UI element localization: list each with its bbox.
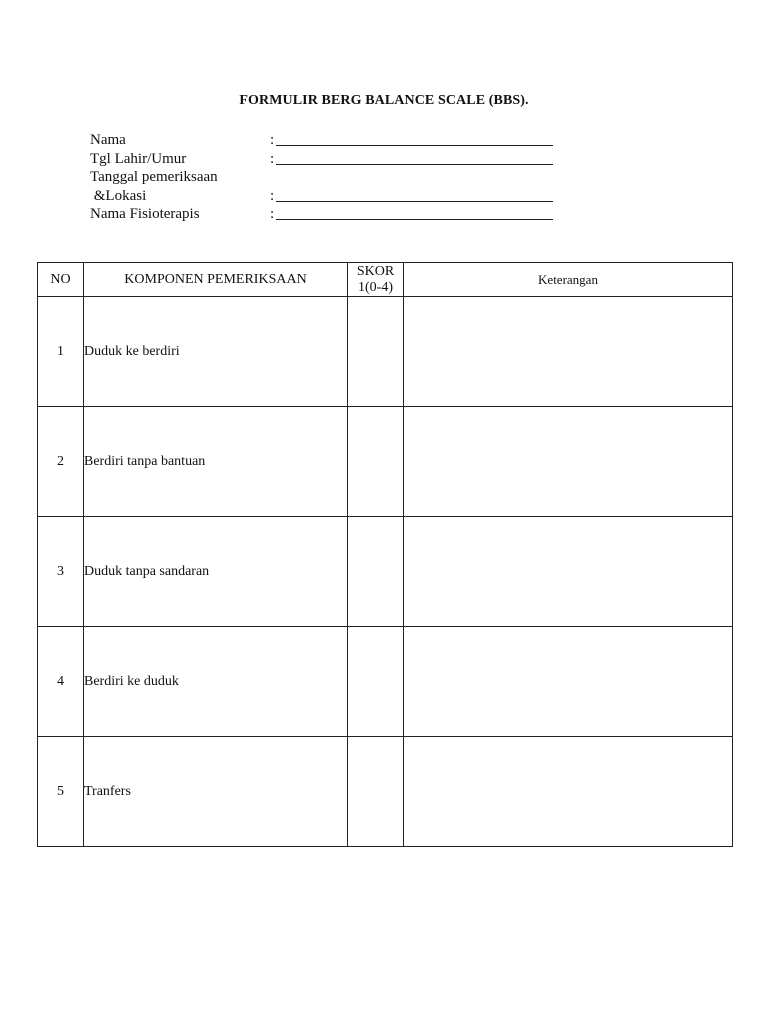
header-skor xyxy=(348,263,404,297)
header-keterangan: Keterangan xyxy=(404,263,733,297)
form-title: FORMULIR BERG BALANCE SCALE (BBS). xyxy=(239,93,529,108)
nama-field[interactable] xyxy=(276,145,553,146)
table-row xyxy=(38,627,733,737)
row-komponen: Duduk tanpa sandaran xyxy=(84,517,348,627)
row-skor-cell[interactable] xyxy=(348,297,404,407)
table-row xyxy=(38,517,733,627)
info-colon: : xyxy=(270,188,275,204)
row-keterangan-cell[interactable] xyxy=(404,737,733,847)
row-komponen: Tranfers xyxy=(84,737,348,847)
info-colon: : xyxy=(270,151,275,167)
info-colon: : xyxy=(270,206,275,222)
row-skor-cell[interactable] xyxy=(348,407,404,517)
info-label-lokasi: &Lokasi xyxy=(90,188,147,204)
info-label-nama: Nama xyxy=(90,132,126,148)
row-skor-cell[interactable] xyxy=(348,737,404,847)
info-label-tgl-lahir: Tgl Lahir/Umur xyxy=(90,151,187,167)
row-keterangan-cell[interactable] xyxy=(404,407,733,517)
header-skor-label: SKOR xyxy=(356,263,395,279)
row-keterangan-cell[interactable] xyxy=(404,627,733,737)
header-skor-range: 1(0-4) xyxy=(358,279,393,295)
table-row xyxy=(38,407,733,517)
row-no: 1 xyxy=(38,297,84,407)
info-label-fisioterapis: Nama Fisioterapis xyxy=(90,206,200,222)
header-komponen: KOMPONEN PEMERIKSAAN xyxy=(84,263,348,297)
row-no: 3 xyxy=(38,517,84,627)
row-komponen: Berdiri ke duduk xyxy=(84,627,348,737)
tgl-lahir-umur-field[interactable] xyxy=(276,164,553,165)
table-row xyxy=(38,737,733,847)
row-no: 2 xyxy=(38,407,84,517)
table-header-row xyxy=(38,263,733,297)
row-no: 4 xyxy=(38,627,84,737)
tanggal-lokasi-field[interactable] xyxy=(276,201,553,202)
info-colon: : xyxy=(270,132,275,148)
info-label-tanggal-pemeriksaan: Tanggal pemeriksaan xyxy=(90,169,218,185)
bbs-assessment-table xyxy=(37,262,733,847)
row-komponen: Berdiri tanpa bantuan xyxy=(84,407,348,517)
table-row xyxy=(38,297,733,407)
row-skor-cell[interactable] xyxy=(348,627,404,737)
row-keterangan-cell[interactable] xyxy=(404,297,733,407)
row-no: 5 xyxy=(38,737,84,847)
row-komponen: Duduk ke berdiri xyxy=(84,297,348,407)
nama-fisioterapis-field[interactable] xyxy=(276,219,553,220)
header-no: NO xyxy=(38,263,84,297)
row-keterangan-cell[interactable] xyxy=(404,517,733,627)
row-skor-cell[interactable] xyxy=(348,517,404,627)
